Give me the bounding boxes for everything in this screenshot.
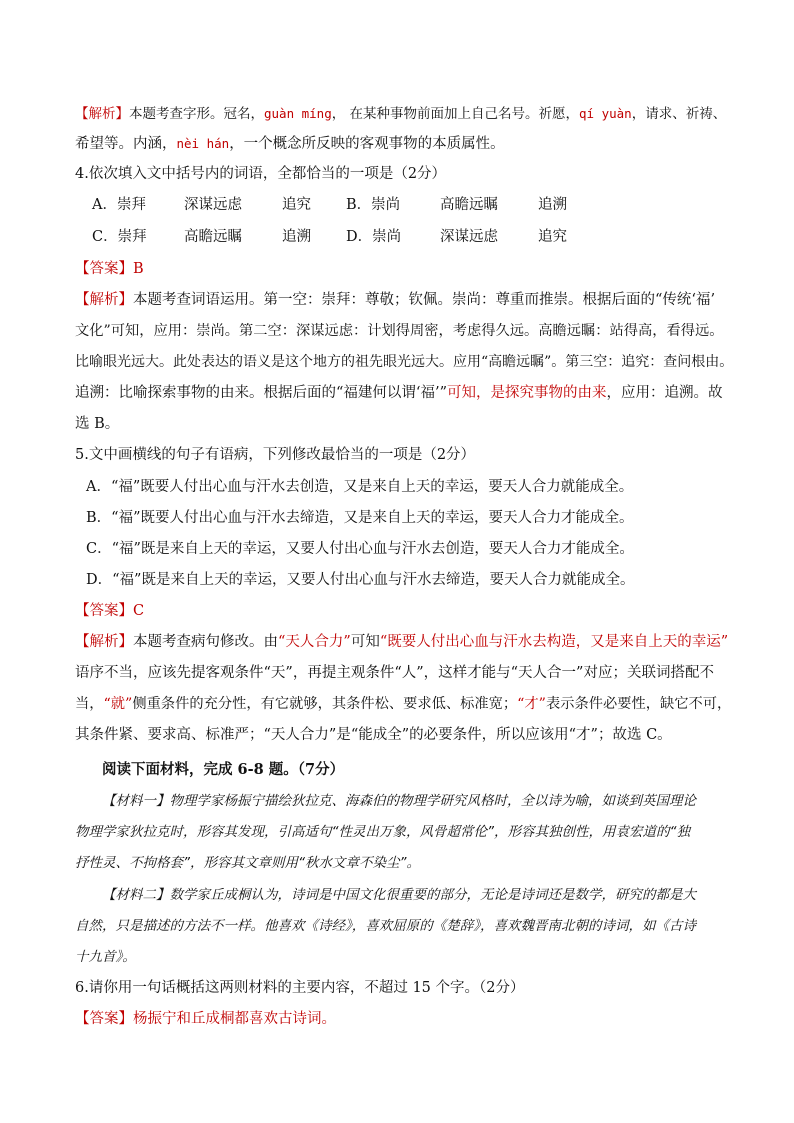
analysis-text: ， 在某种事物前面加上自己名号。祈愿， <box>331 106 580 122</box>
material-1-line3: 抒性灵、不拘格套”，形容其文章则用“秋水文章不染尘”。 <box>75 855 420 871</box>
answer-tag: 【答案】 <box>75 261 133 277</box>
material-2-line1: 【材料二】数学家丘成桐认为，诗词是中国文化很重要的部分，无论是诗词还是数学，研究的都是大 <box>102 887 696 903</box>
option-label: 深谋远虑 <box>440 229 498 245</box>
analysis-q5-line2: 语序不当，应该先提客观条件“天”，再提主观条件“人”，这样才能与“天人合一”对应；关联词搭配不 <box>75 665 714 681</box>
analysis-tag: 【解析】 <box>75 106 129 122</box>
analysis-q4-line4 <box>75 383 723 403</box>
material-1-line1: 【材料一】物理学家杨振宁描绘狄拉克、海森伯的物理学研究风格时，全以诗为喻，如谈到英国理论 <box>102 793 696 809</box>
answer-value: B <box>133 261 144 277</box>
analysis-tag: 【解析】 <box>75 292 133 308</box>
option-label: D．崇尚 <box>346 229 402 245</box>
option-label: 高瞻远瞩 <box>184 229 242 245</box>
analysis-text: 本题考查字形。冠名， <box>129 106 264 122</box>
q5-option-a: A．“福”既要人付出心血与汗水去创造，又是来自上天的幸运，要天人合力就能成全。 <box>86 479 634 495</box>
analysis-text: 侧重条件的充分性，有它就够，其条件松、要求低、标准宽； <box>132 696 518 712</box>
answer-tag: 【答案】 <box>75 1011 133 1027</box>
analysis-text: ，应用：追溯。故 <box>606 385 723 401</box>
answer-q6 <box>75 1009 336 1029</box>
pinyin-text: guàn míng <box>264 106 332 121</box>
option-label: C．崇拜 <box>92 229 147 245</box>
analysis-text: 追溯：比喻探索事物的由来。根据后面的“福建何以谓‘福’” <box>75 385 448 401</box>
analysis-highlight: 可知，是探究事物的由来 <box>447 385 607 401</box>
q5-option-d: D．“福”既是来自上天的幸运，又要人付出心血与汗水去缔造，要天人合力就能成全。 <box>86 572 635 588</box>
analysis-q4-line2: 文化”可知，应用：崇尚。第二空：深谋远虑：计划得周密，考虑得久远。高瞻远瞩：站得高，看得远。 <box>75 323 724 339</box>
reading-heading: 阅读下面材料，完成 6-8 题。（7分） <box>102 761 345 778</box>
option-label: 追究 <box>538 229 567 245</box>
analysis-text: 本题考查词语运用。第一空：崇拜：尊敬；钦佩。崇尚：尊重而推崇。根据后面的“传统‘福’ <box>133 292 716 308</box>
analysis-q3-line2 <box>75 134 505 154</box>
analysis-text: ，一个概念所反映的客观事物的本质属性。 <box>229 136 505 152</box>
option-label: 深谋远虑 <box>184 197 242 213</box>
analysis-text: 本题考查病句修改。由 <box>133 634 278 650</box>
analysis-q5-line4: 其条件紧、要求高、标准严；“天人合力”是“能成全”的必要条件，所以应该用“才”；故选 C。 <box>75 727 672 743</box>
option-label: 高瞻远瞩 <box>440 197 498 213</box>
analysis-highlight: “天人合力” <box>278 634 351 650</box>
q5-option-b: B．“福”既要人付出心血与汗水去缔造，又是来自上天的幸运，要天人合力才能成全。 <box>86 510 634 526</box>
analysis-text: ，请求、祈祷、 <box>631 106 727 122</box>
analysis-q5-line3 <box>75 694 731 714</box>
analysis-text: 表示条件必要性，缺它不可， <box>545 696 732 712</box>
option-label: A．崇拜 <box>92 197 146 213</box>
analysis-q4-line3: 比喻眼光远大。此处表达的语义是这个地方的祖先眼光远大。应用“高瞻远瞩”。第三空：追究：查问根由。 <box>75 354 734 370</box>
answer-tag: 【答案】 <box>75 603 133 619</box>
analysis-q4-line1 <box>75 290 715 310</box>
material-2-line2: 自然，只是描述的方法不一样。他喜欢《诗经》，喜欢屈原的《楚辞》，喜欢魏晋南北朝的诗词，如《古诗 <box>75 918 696 934</box>
analysis-text: 可知 <box>350 634 380 650</box>
question-5: 5.文中画横线的句子有语病，下列修改最恰当的一项是（2分） <box>75 447 476 463</box>
answer-q5 <box>75 601 144 621</box>
analysis-text: 当， <box>75 696 104 712</box>
option-label: 追溯 <box>282 229 311 245</box>
option-label: 追究 <box>282 197 311 213</box>
material-2-line3: 十九首》。 <box>75 949 136 965</box>
question-6: 6.请你用一句话概括这两则材料的主要内容，不超过 15 个字。（2分） <box>75 980 525 996</box>
analysis-tag: 【解析】 <box>75 634 133 650</box>
analysis-highlight: “才” <box>517 696 546 712</box>
option-label: B．崇尚 <box>346 197 401 213</box>
analysis-q3-line1 <box>75 104 726 124</box>
option-label: 追溯 <box>538 197 567 213</box>
analysis-q4-line5: 选 B。 <box>75 416 120 432</box>
answer-value: 杨振宁和丘成桐都喜欢古诗词。 <box>133 1011 336 1027</box>
analysis-highlight: “就” <box>103 696 133 712</box>
analysis-text: 希望等。内涵， <box>75 136 177 152</box>
question-4: 4.依次填入文中括号内的词语，全都恰当的一项是（2分） <box>75 166 447 182</box>
analysis-highlight: “既要人付出心血与汗水去构造，又是来自上天的幸运” <box>379 634 729 650</box>
pinyin-text: nèi hán <box>176 136 230 151</box>
answer-value: C <box>133 603 145 619</box>
q5-option-c: C．“福”既是来自上天的幸运，又要人付出心血与汗水去创造，要天人合力才能成全。 <box>86 541 634 557</box>
answer-q4 <box>75 259 144 279</box>
pinyin-text: qí yuàn <box>579 106 632 121</box>
material-1-line2: 物理学家狄拉克时，形容其发现，引高适句“性灵出万象，风骨超常伦”，形容其独创性，用袁宏道的“独 <box>75 824 690 840</box>
analysis-q5-line1 <box>75 632 728 652</box>
